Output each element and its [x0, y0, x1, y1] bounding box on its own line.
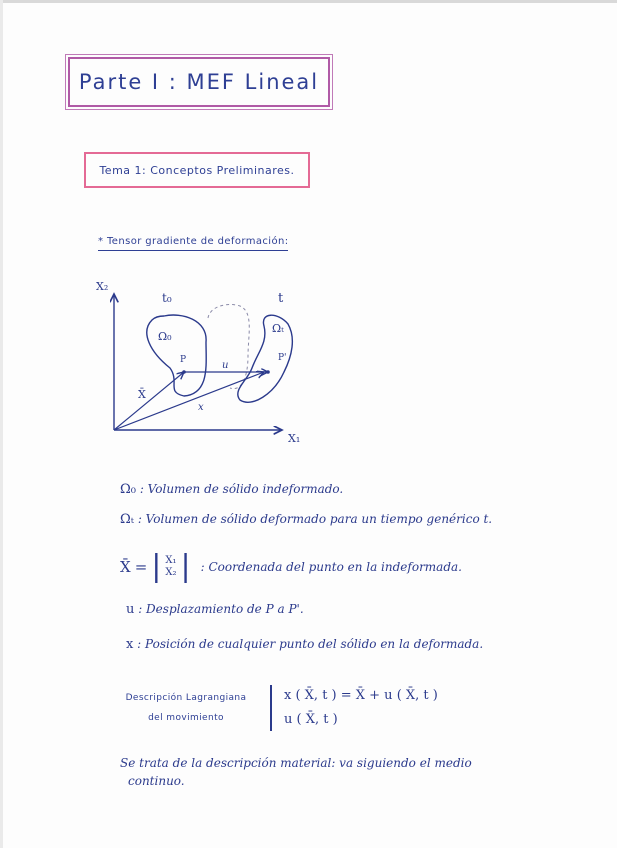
vector-X-label: X̄	[138, 388, 146, 401]
definition-x	[126, 637, 483, 652]
equation-position: x ( X̄, t ) = X̄ + u ( X̄, t )	[284, 688, 438, 703]
u-symbol: u	[126, 602, 135, 617]
x-text: : Posición de cualquier punto del sólido en la deformada.	[137, 637, 484, 651]
page-title: Parte I : MEF Lineal	[68, 57, 330, 107]
equation-bracket	[270, 685, 272, 731]
omega0-symbol: Ω₀	[120, 482, 136, 497]
closing-line-2: continuo.	[128, 774, 185, 788]
right-brace: |	[180, 549, 191, 584]
vector-u-label: u	[222, 360, 229, 371]
x-symbol: x	[126, 637, 134, 652]
lagrangian-label-line2: del movimiento	[148, 713, 224, 723]
topic-title: Tema 1: Conceptos Preliminares.	[84, 152, 310, 188]
axis-x1-label: X₁	[288, 432, 301, 445]
X-equals: =	[134, 558, 148, 576]
lagrangian-label-line1: Descripción Lagrangiana	[125, 693, 247, 703]
point-p-prime-dot	[266, 370, 270, 374]
omega0-text: : Volumen de sólido indeformado.	[139, 482, 344, 496]
left-brace: |	[151, 549, 162, 584]
vector-X-arrow	[114, 372, 184, 430]
page-top-edge	[0, 0, 617, 3]
axis-x2-label: X₂	[96, 280, 109, 293]
undeformed-body	[147, 315, 206, 396]
definition-omegat	[120, 512, 492, 527]
point-p-dot	[182, 370, 186, 374]
point-p-prime-label: P'	[278, 353, 287, 363]
u-text: : Desplazamiento de P a P'.	[138, 602, 304, 616]
X-component-2: X₂	[165, 567, 177, 578]
point-p-label: P	[180, 355, 187, 365]
omegat-text: : Volumen de sólido deformado para un tiempo genérico t.	[137, 512, 493, 526]
vector-x-label: x	[198, 402, 204, 413]
section-heading: * Tensor gradiente de deformación:	[98, 236, 288, 251]
equation-displacement: u ( X̄, t )	[284, 712, 338, 727]
definition-u	[126, 602, 304, 617]
deformation-figure	[92, 276, 302, 446]
intermediate-body-dashed	[208, 305, 249, 389]
X-component-1: X₁	[165, 555, 177, 566]
omegat-label: Ωₜ	[272, 322, 284, 335]
omega0-label: Ω₀	[158, 330, 172, 343]
closing-line-1: Se trata de la descripción material: va siguiendo el medio	[120, 756, 472, 770]
page-left-edge	[0, 0, 3, 848]
time-t-label: t	[278, 291, 284, 306]
X-text: : Coordenada del punto en la indeformada.	[200, 560, 462, 574]
definition-omega0	[120, 482, 343, 497]
definition-X	[120, 549, 462, 584]
X-symbol: X̄	[120, 558, 131, 576]
omegat-symbol: Ωₜ	[120, 512, 134, 527]
lagrangian-description-label	[116, 688, 256, 728]
time-t0-label: t₀	[162, 291, 172, 305]
X-components	[165, 555, 176, 579]
